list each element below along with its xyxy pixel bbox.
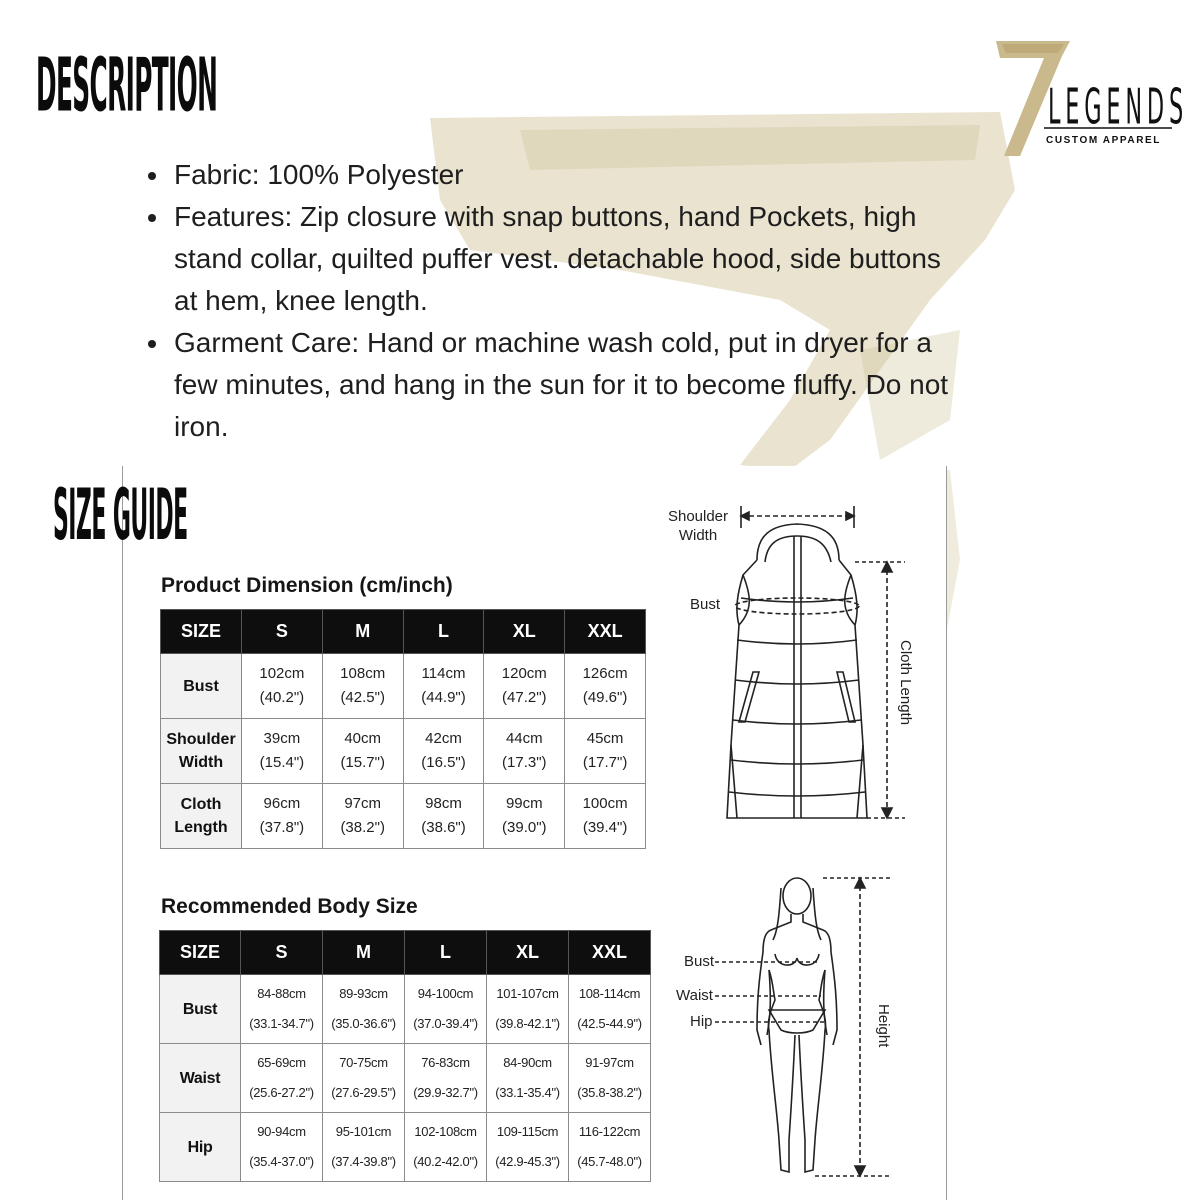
header-cell: SIZE bbox=[160, 931, 241, 975]
table-cell: 89-93cm (35.0-36.6") bbox=[323, 975, 405, 1044]
table-cell: 94-100cm (37.0-39.4") bbox=[405, 975, 487, 1044]
table-cell: 100cm (39.4") bbox=[565, 784, 646, 849]
body-bust-label: Bust bbox=[684, 953, 715, 970]
table-row bbox=[160, 1044, 651, 1113]
table-row bbox=[161, 719, 646, 784]
header-cell: S bbox=[241, 931, 323, 975]
header-cell: L bbox=[405, 931, 487, 975]
table-cell: 102-108cm (40.2-42.0") bbox=[405, 1113, 487, 1182]
table-cell: 42cm (16.5") bbox=[403, 719, 484, 784]
table-cell: 120cm (47.2") bbox=[484, 654, 565, 719]
row-label: Cloth Length bbox=[161, 784, 242, 849]
vest-bust-label: Bust bbox=[690, 596, 721, 613]
size-guide-heading: SIZE GUIDE bbox=[53, 476, 188, 557]
header-cell: L bbox=[403, 610, 484, 654]
description-item-fabric: Fabric: 100% Polyester bbox=[174, 154, 954, 196]
table-cell: 108-114cm (42.5-44.9") bbox=[569, 975, 651, 1044]
table-cell: 126cm (49.6") bbox=[565, 654, 646, 719]
vest-shoulder-label bbox=[663, 507, 733, 545]
header-cell: XXL bbox=[569, 931, 651, 975]
table-cell: 95-101cm (37.4-39.8") bbox=[323, 1113, 405, 1182]
header-cell: XXL bbox=[565, 610, 646, 654]
table-cell: 91-97cm (35.8-38.2") bbox=[569, 1044, 651, 1113]
vest-length-label: Cloth Length bbox=[897, 640, 914, 726]
shoulder-label-line-2: Width bbox=[678, 527, 718, 544]
description-item-care: Garment Care: Hand or machine wash cold, put in dryer for a few minutes, and hang in the sun for it to become fluffy. Do not iron. bbox=[174, 322, 954, 448]
vest-illustration bbox=[715, 500, 915, 830]
table-cell: 45cm (17.7") bbox=[565, 719, 646, 784]
table-cell: 84-90cm (33.1-35.4") bbox=[487, 1044, 569, 1113]
table-row bbox=[161, 654, 646, 719]
table-cell: 90-94cm (35.4-37.0") bbox=[241, 1113, 323, 1182]
table-cell: 84-88cm (33.1-34.7") bbox=[241, 975, 323, 1044]
table-cell: 116-122cm (45.7-48.0") bbox=[569, 1113, 651, 1182]
logo-tagline: CUSTOM APPAREL bbox=[1046, 135, 1161, 146]
table-cell: 109-115cm (42.9-45.3") bbox=[487, 1113, 569, 1182]
table-cell: 40cm (15.7") bbox=[322, 719, 403, 784]
header-cell: XL bbox=[487, 931, 569, 975]
table-header-row bbox=[161, 610, 646, 654]
row-label: Waist bbox=[160, 1044, 241, 1113]
table-cell: 97cm (38.2") bbox=[322, 784, 403, 849]
body-waist-label: Waist bbox=[676, 987, 713, 1004]
description-item-features: Features: Zip closure with snap buttons, hand Pockets, high stand collar, quilted puffer vest. detachable hood, side buttons at hem, knee length. bbox=[174, 196, 954, 322]
description-list bbox=[174, 154, 954, 448]
table-cell: 101-107cm (39.8-42.1") bbox=[487, 975, 569, 1044]
body-size-title: Recommended Body Size bbox=[161, 895, 418, 918]
body-hip-label: Hip bbox=[690, 1013, 713, 1030]
table-cell: 102cm (40.2") bbox=[242, 654, 323, 719]
table-cell: 39cm (15.4") bbox=[242, 719, 323, 784]
table-cell: 108cm (42.5") bbox=[322, 654, 403, 719]
table-cell: 70-75cm (27.6-29.5") bbox=[323, 1044, 405, 1113]
body-size-table bbox=[159, 930, 651, 1182]
header-cell: S bbox=[242, 610, 323, 654]
row-label: Hip bbox=[160, 1113, 241, 1182]
row-label: Shoulder Width bbox=[161, 719, 242, 784]
row-label: Bust bbox=[160, 975, 241, 1044]
table-cell: 76-83cm (29.9-32.7") bbox=[405, 1044, 487, 1113]
table-cell: 114cm (44.9") bbox=[403, 654, 484, 719]
product-dimension-table bbox=[160, 609, 646, 849]
table-row bbox=[160, 975, 651, 1044]
header-cell: XL bbox=[484, 610, 565, 654]
body-height-label: Height bbox=[875, 1004, 892, 1048]
table-row bbox=[160, 1113, 651, 1182]
header-cell: SIZE bbox=[161, 610, 242, 654]
table-cell: 98cm (38.6") bbox=[403, 784, 484, 849]
table-cell: 99cm (39.0") bbox=[484, 784, 565, 849]
header-cell: M bbox=[323, 931, 405, 975]
table-cell: 44cm (17.3") bbox=[484, 719, 565, 784]
row-label: Bust bbox=[161, 654, 242, 719]
header-cell: M bbox=[322, 610, 403, 654]
logo-word: LEGENDS bbox=[1048, 78, 1188, 136]
table-row bbox=[161, 784, 646, 849]
table-cell: 65-69cm (25.6-27.2") bbox=[241, 1044, 323, 1113]
table-cell: 96cm (37.8") bbox=[242, 784, 323, 849]
description-heading: DESCRIPTION bbox=[36, 44, 218, 130]
shoulder-label-line-1: Shoulder bbox=[667, 508, 729, 525]
product-dimension-title: Product Dimension (cm/inch) bbox=[161, 574, 453, 597]
table-header-row bbox=[160, 931, 651, 975]
body-figure-illustration bbox=[715, 870, 895, 1185]
